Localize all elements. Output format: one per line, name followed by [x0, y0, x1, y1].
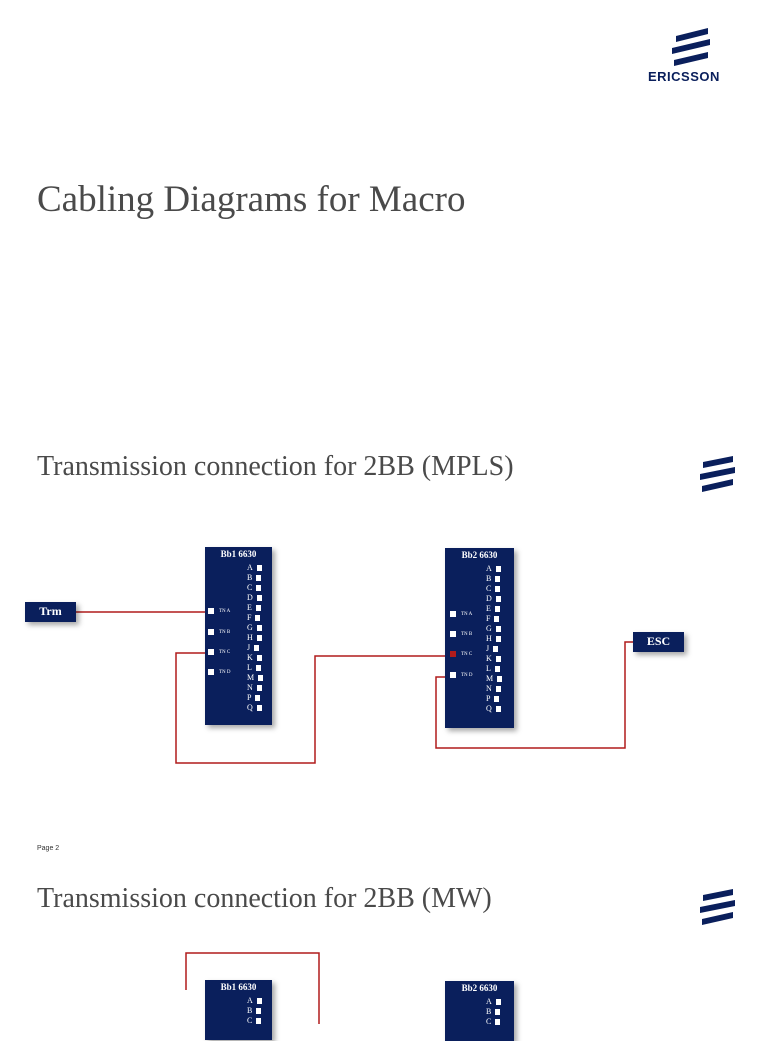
port-j: J [247, 643, 259, 653]
port-c: C [486, 1017, 500, 1027]
port-e: E [247, 603, 261, 613]
port-h: H [247, 633, 262, 643]
port-m: M [486, 674, 502, 684]
tn-a: TN A [208, 608, 230, 616]
tn-b: TN B [450, 631, 472, 639]
ericsson-mark-2 [697, 887, 737, 927]
port-p: P [486, 694, 499, 704]
port-b: B [247, 573, 261, 583]
section-title-mpls: Transmission connection for 2BB (MPLS) [37, 451, 514, 482]
port-q: Q [486, 704, 501, 714]
port-a: A [247, 996, 262, 1006]
port-m: M [247, 673, 263, 683]
tn-d: TN D [208, 669, 231, 677]
port-p: P [247, 693, 260, 703]
port-a: A [247, 563, 262, 573]
port-n: N [486, 684, 501, 694]
port-b: B [486, 1007, 500, 1017]
port-h: H [486, 634, 501, 644]
port-q: Q [247, 703, 262, 713]
tn-d: TN D [450, 672, 473, 680]
port-j: J [486, 644, 498, 654]
port-n: N [247, 683, 262, 693]
port-d: D [486, 594, 501, 604]
tn-b: TN B [208, 629, 230, 637]
port-k: K [247, 653, 262, 663]
port-g: G [247, 623, 262, 633]
bb1-unit [205, 547, 272, 725]
port-g: G [486, 624, 501, 634]
port-d: D [247, 593, 262, 603]
bb1-title: Bb1 6630 [220, 549, 257, 559]
port-e: E [486, 604, 500, 614]
esc-box [633, 632, 684, 652]
tn-c: TN C [450, 651, 472, 659]
page-number: Page 2 [37, 845, 60, 852]
bb2-title: Bb2 6630 [461, 550, 498, 560]
port-c: C [247, 1016, 261, 1026]
port-b: B [486, 574, 500, 584]
bb2-unit-mw [445, 981, 514, 1041]
tn-a: TN A [450, 611, 472, 619]
port-l: L [486, 664, 500, 674]
bb1-title-mw: Bb1 6630 [220, 982, 257, 992]
esc-label: ESC [646, 634, 671, 648]
section-title-mw: Transmission connection for 2BB (MW) [37, 883, 492, 914]
port-c: C [486, 584, 500, 594]
bb1-unit-mw [205, 980, 272, 1040]
bb2-unit [445, 548, 514, 728]
port-k: K [486, 654, 501, 664]
page-title: Cabling Diagrams for Macro [37, 179, 466, 220]
port-f: F [486, 614, 499, 624]
port-b: B [247, 1006, 261, 1016]
trm-label: Trm [39, 604, 62, 618]
port-l: L [247, 663, 261, 673]
port-a: A [486, 997, 501, 1007]
tn-c: TN C [208, 649, 230, 657]
ericsson-mark-icon [697, 887, 737, 927]
trm-box [25, 602, 76, 622]
logo-text: ERICSSON [648, 69, 720, 84]
port-f: F [247, 613, 260, 623]
port-c: C [247, 583, 261, 593]
bb2-title-mw: Bb2 6630 [461, 983, 498, 993]
port-a: A [486, 564, 501, 574]
